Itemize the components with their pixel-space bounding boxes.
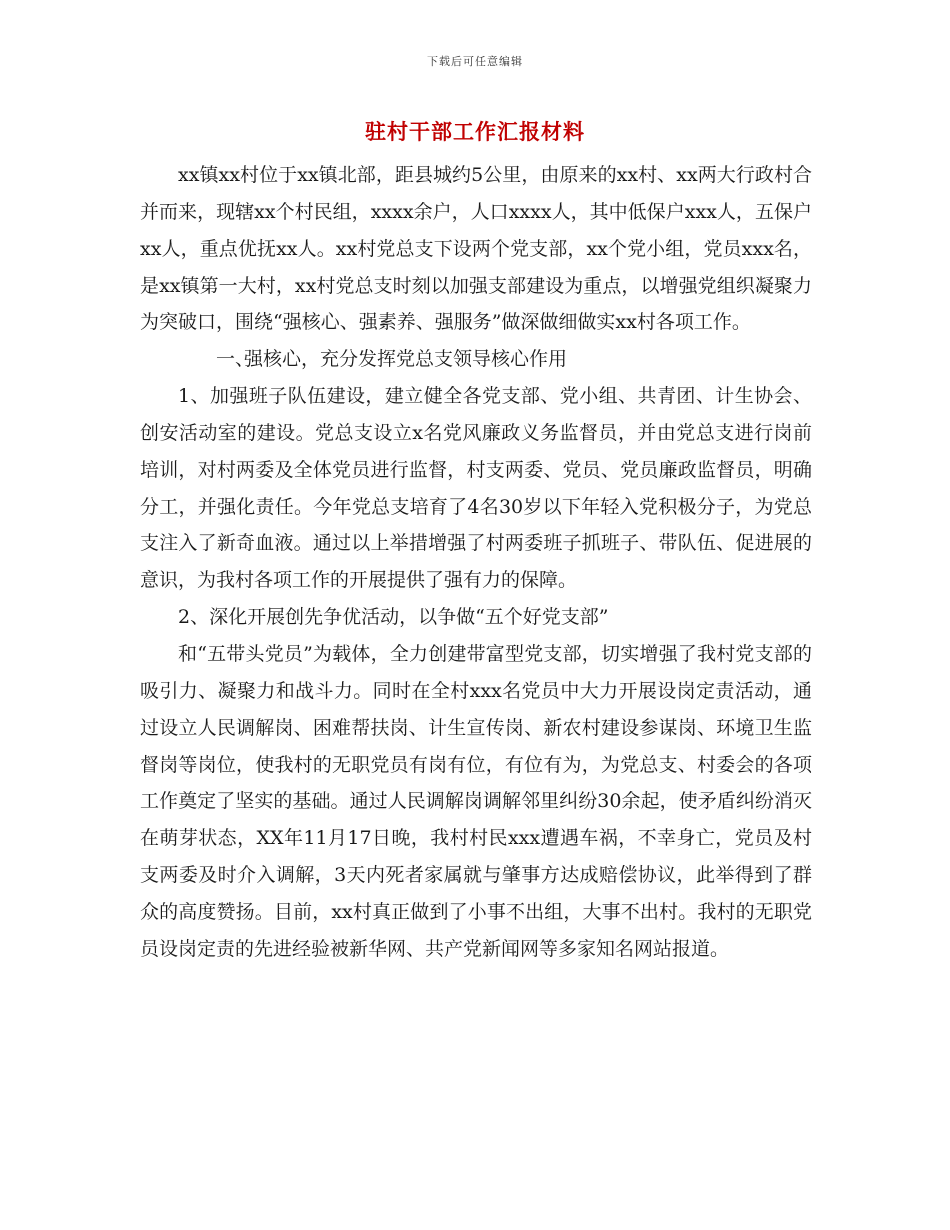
intro-paragraph: xx镇xx村位于xx镇北部，距县城约5公里，由原来的xx村、xx两大行政村合并而来，现辖xx个村民组，xxxx余户，人口xxxx人，其中低保户xxx人，五保户xx人，重点优抚xx人。xx村党总支下设两个党支部，xx个党小组，党员xxx名，是xx镇第一大村，xx村党总支时刻以加强支部建设为重点，以增强党组织凝聚力为突破口，围绕“强核心、强素养、强服务”做深做细做实xx村各项工作。	[140, 164, 812, 334]
item-1-paragraph: 1、加强班子队伍建设，建立健全各党支部、党小组、共青团、计生协会、创安活动室的建设。党总支设立x名党风廉政义务监督员，并由党总支进行岗前培训，对村两委及全体党员进行监督，村支两委、党员、党员廉政监督员，明确分工，并强化责任。今年党总支培育了4名30岁以下年轻入党积极分子，为党总支注入了新奇血液。通过以上举措增强了村两委班子抓班子、带队伍、促进展的意识，为我村各项工作的开展提供了强有力的保障。	[140, 385, 812, 592]
item-2-paragraph: 2、深化开展创先争优活动，以争做“五个好党支部”	[178, 606, 609, 629]
item-2-continuation: 和“五带头党员”为载体，全力创建带富型党支部，切实增强了我村党支部的吸引力、凝聚力和战斗力。同时在全村xxx名党员中大力开展设岗定责活动，通过设立人民调解岗、困难帮扶岗、计生宣传岗、新农村建设参谋岗、环境卫生监督岗等岗位，使我村的无职党员有岗有位，有位有为，为党总支、村委会的各项工作奠定了坚实的基础。通过人民调解岗调解邻里纠纷30余起，使矛盾纠纷消灭在萌芽状态，XX年11月17日晚，我村村民xxx遭遇车祸，不幸身亡，党员及村支两委及时介入调解，3天内死者家属就与肇事方达成赔偿协议，此举得到了群众的高度赞扬。目前，xx村真正做到了小事不出组，大事不出村。我村的无职党员设岗定责的先进经验被新华网、共产党新闻网等多家知名网站报道。	[140, 642, 812, 960]
document-title: 驻村干部工作汇报材料	[365, 119, 585, 144]
section-heading-text: 强核心，充分发挥党总支领导核心作用	[244, 348, 568, 371]
section-heading	[140, 341, 812, 378]
header-note: 下载后可任意编辑	[427, 55, 523, 68]
document-body	[140, 157, 812, 968]
section-number: 一、	[216, 348, 255, 371]
